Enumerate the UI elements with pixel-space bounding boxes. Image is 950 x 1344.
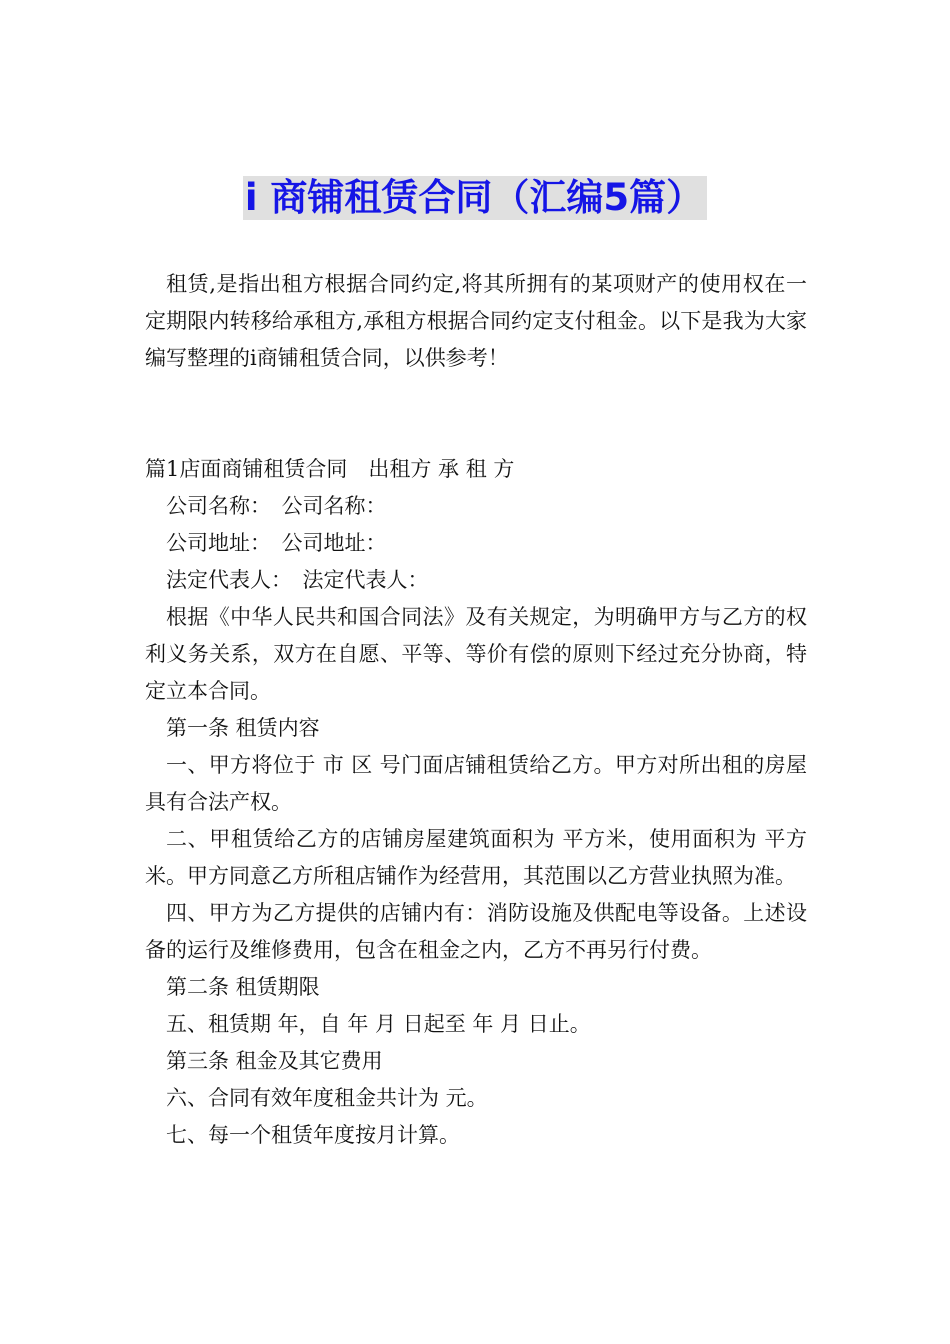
contract-body bbox=[145, 451, 807, 1154]
title-container bbox=[0, 176, 950, 220]
clause-paragraph: 四、甲方为乙方提供的店铺内有：消防设施及供配电等设备。上述设备的运行及维修费用，包含在租金之内，乙方不再另行付费。 bbox=[145, 901, 807, 962]
intro-section bbox=[145, 266, 807, 377]
article-heading: 第二条 租赁期限 bbox=[166, 975, 320, 999]
clause-paragraph: 七、每一个租赁年度按月计算。 bbox=[166, 1123, 460, 1147]
document-title: i 商铺租赁合同（汇编5篇） bbox=[243, 176, 707, 220]
section-heading: 篇1店面商铺租赁合同 出租方 承 租 方 bbox=[145, 457, 515, 481]
clause-paragraph: 一、甲方将位于 市 区 号门面店铺租赁给乙方。甲方对所出租的房屋具有合法产权。 bbox=[145, 753, 807, 814]
article-heading: 第三条 租金及其它费用 bbox=[166, 1049, 383, 1073]
clause-paragraph: 六、合同有效年度租金共计为 元。 bbox=[166, 1086, 488, 1110]
clause-paragraph: 二、甲租赁给乙方的店铺房屋建筑面积为 平方米，使用面积为 平方米。甲方同意乙方所租店铺作为经营用，其范围以乙方营业执照为准。 bbox=[145, 827, 807, 888]
intro-paragraph: 租赁,是指出租方根据合同约定,将其所拥有的某项财产的使用权在一定期限内转移给承租方,承租方根据合同约定支付租金。以下是我为大家编写整理的i商铺租赁合同，以供参考！ bbox=[145, 272, 807, 370]
clause-paragraph: 五、租赁期 年，自 年 月 日起至 年 月 日止。 bbox=[166, 1012, 591, 1036]
company-name-line: 公司名称： 公司名称： bbox=[166, 494, 387, 518]
article-heading: 第一条 租赁内容 bbox=[166, 716, 320, 740]
preamble-paragraph: 根据《中华人民共和国合同法》及有关规定，为明确甲方与乙方的权利义务关系，双方在自愿、平等、等价有偿的原则下经过充分协商，特定立本合同。 bbox=[145, 605, 807, 703]
legal-representative-line: 法定代表人： 法定代表人： bbox=[166, 568, 429, 592]
company-address-line: 公司地址： 公司地址： bbox=[166, 531, 387, 555]
